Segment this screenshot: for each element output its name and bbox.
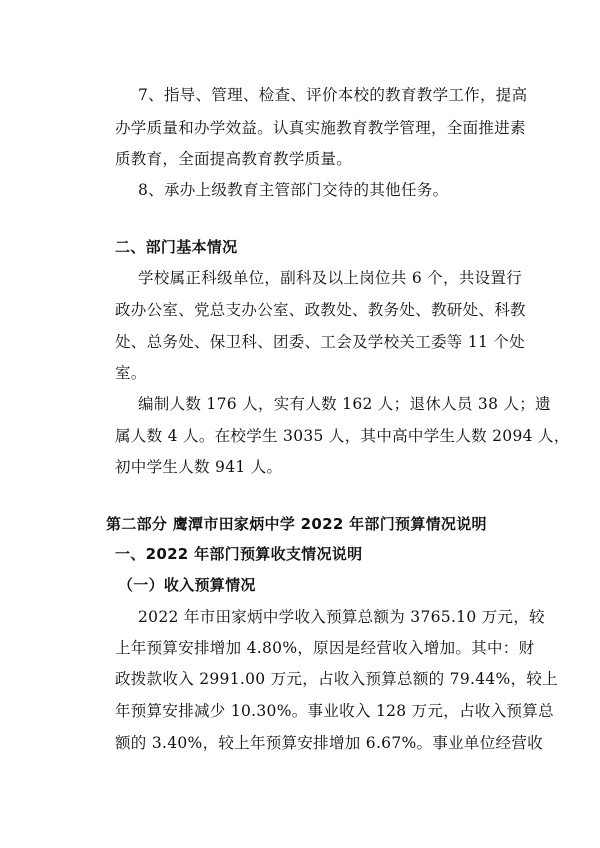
section-heading-department-basics: 二、部门基本情况 xyxy=(115,238,238,256)
paragraph-income-line-4: 年预算安排减少 10.30%。事业收入 128 万元，占收入预算总 xyxy=(115,702,554,720)
paragraph-income-line-3: 政拨款收入 2991.00 万元，占收入预算总额的 79.44%，较上 xyxy=(115,670,558,688)
paragraph-staffing-line-3: 初中学生人数 941 人。 xyxy=(115,458,283,476)
section-heading-budget-summary: 一、2022 年部门预算收支情况说明 xyxy=(115,545,363,563)
paragraph-duty-7-line-1: 7、指导、管理、检查、评价本校的教育教学工作，提高 xyxy=(138,86,528,104)
paragraph-income-line-1: 2022 年市田家炳中学收入预算总额为 3765.10 万元，较 xyxy=(138,608,545,626)
part-two-title: 第二部分 鹰潭市田家炳中学 2022 年部门预算情况说明 xyxy=(106,515,487,533)
paragraph-organization-line-1: 学校属正科级单位，副科及以上岗位共 6 个，共设置行 xyxy=(138,269,523,287)
paragraph-staffing-line-1: 编制人数 176 人，实有人数 162 人；退休人员 38 人；遗 xyxy=(138,395,551,413)
subsection-heading-income-budget: （一）收入预算情况 xyxy=(118,576,256,594)
paragraph-income-line-2: 上年预算安排增加 4.80%，原因是经营收入增加。其中：财 xyxy=(115,639,535,657)
paragraph-duty-8: 8、承办上级教育主管部门交待的其他任务。 xyxy=(138,181,449,199)
paragraph-organization-line-2: 政办公室、党总支办公室、政教处、教务处、教研处、科教 xyxy=(115,301,526,319)
paragraph-staffing-line-2: 属人数 4 人。在校学生 3035 人，其中高中学生人数 2094 人， xyxy=(115,427,570,445)
paragraph-income-line-5: 额的 3.40%，较上年预算安排增加 6.67%。事业单位经营收 xyxy=(115,734,543,752)
paragraph-duty-7-line-2: 办学质量和办学效益。认真实施教育教学管理，全面推进素 xyxy=(115,119,526,137)
paragraph-organization-line-4: 室。 xyxy=(115,364,147,382)
paragraph-organization-line-3: 处、总务处、保卫科、团委、工会及学校关工委等 11 个处 xyxy=(115,333,525,351)
paragraph-duty-7-line-3: 质教育，全面提高教育教学质量。 xyxy=(115,150,353,168)
